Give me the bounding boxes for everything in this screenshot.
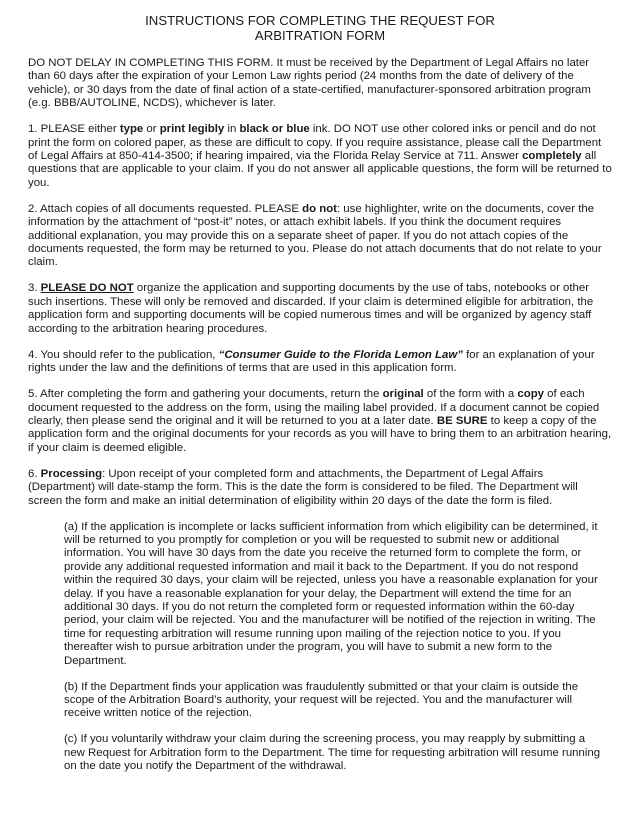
instruction-2 xyxy=(28,203,612,270)
text-run: all questions that are applicable to your claim. If you do not answer all applicable questions, the form will be returned to you. xyxy=(28,150,612,189)
instruction-6b: (b) If the Department finds your application was fraudulently submitted or that your claim is outside the scope of the Arbitration Board’s authority, your request will be rejected. You and the manufacturer will receive written notice of the rejection. xyxy=(64,680,579,720)
instruction-6a: (a) If the application is incomplete or lacks sufficient information from which eligibility can be determined, it will be returned to you promptly for completion or you will be requested to submit new or additional information. You will have 30 days from the date you receive the returned form to complete the form, or provide any additional requested information and mail it back to the Department. If you do not respond within the required 30 days, your claim will be rejected, unless you have a reasonable explanation for your delay. If you have a reasonable explanation for your delay, the Department will extend the time for an additional 30 days. If you do not return the completed form or requested information within the 60-day period, your claim will be rejected. You and the manufacturer will be notified of the rejection in writing. The time for requesting arbitration will resume running upon mailing of the rejection notice to you. If you thereafter wish to pursue arbitration under the program, you will have to submit a new form to the Department. xyxy=(64,520,598,667)
text-run-bold: black or blue xyxy=(239,123,310,136)
text-run: 5. After completing the form and gathering your documents, return the xyxy=(28,388,383,401)
title-line-1: INSTRUCTIONS FOR COMPLETING THE REQUEST FOR xyxy=(145,13,495,28)
text-run-bold: completely xyxy=(522,150,582,163)
text-run: : use highlighter, write on the documents, cover the information by the attachment of “post-it” notes, or attach exhibit labels. If you think the document requires additional explanation, you may provide this on a separate sheet of paper. If you do not attach copies of the documents requested, the form may be returned to you. Please do not attach documents that do not relate to your claim. xyxy=(28,202,602,269)
text-run: : Upon receipt of your completed form and attachments, the Department of Legal Affairs (Department) will date-stamp the form. This is the date the form is considered to be filed. The Department will screen the form and make an initial determination of eligibility within 20 days of the date the form is filed. xyxy=(28,467,578,507)
text-run-bold: print legibly xyxy=(159,123,225,136)
text-run-bold: copy xyxy=(517,388,545,401)
instruction-6c: (c) If you voluntarily withdraw your claim during the screening process, you may reapply by submitting a new Request for Arbitration form to the Department. The time for requesting arbitration will resume running on the date you notify the Department of the withdrawal. xyxy=(64,733,601,773)
title-line-2: ARBITRATION FORM xyxy=(254,28,386,43)
publication-title: “Consumer Guide to the Florida Lemon Law” xyxy=(218,348,463,361)
text-run: for an explanation of your rights under the law and the definitions of terms that are used in this application form. xyxy=(28,348,595,375)
text-run: ink. DO NOT use other colored inks or pencil and do not print the form on colored paper, as these are difficult to copy. If you require assistance, please call the Department of Legal Affairs at 850-414-3500; if hearing impaired, via the Florida Relay Service at 711. Answer xyxy=(28,123,602,163)
text-run-bold: BE SURE xyxy=(436,414,488,427)
text-run: 2. Attach copies of all documents requested. PLEASE xyxy=(28,202,303,215)
text-run-bold: type xyxy=(119,123,144,136)
text-run-bold-underline: PLEASE DO NOT xyxy=(40,282,134,295)
text-run-bold: Processing xyxy=(40,467,103,480)
text-run: organize the application and supporting documents by the use of tabs, notebooks or other such insertions. These will only be removed and discarded. If your claim is determined eligible for arbitration, the application form and supporting documents will be copied numerous times and will be organized by agency staff according to the arbitration hearing procedures. xyxy=(28,282,594,335)
text-run: of each document requested to the address on the form, using the mailing label provided. If a document cannot be copied clearly, then please send the original and it will be returned to you at a later date. xyxy=(28,388,600,427)
text-run-bold: original xyxy=(382,388,424,401)
text-run: to keep a copy of the application form and the original documents for your records as you will have to bring them to an arbitration hearing, if your claim is deemed eligible. xyxy=(28,414,612,454)
text-run: 4. You should refer to the publication, xyxy=(28,348,219,361)
page-title xyxy=(28,13,612,43)
instruction-4 xyxy=(28,349,612,376)
instruction-1 xyxy=(28,123,612,190)
text-run: in xyxy=(224,123,240,136)
instruction-6 xyxy=(28,468,612,508)
text-run: 3. xyxy=(28,282,41,295)
text-run-bold: do not xyxy=(302,202,337,215)
instruction-3 xyxy=(28,282,612,336)
instruction-5 xyxy=(28,388,612,455)
text-run: of the form with a xyxy=(423,388,518,401)
text-run: 1. PLEASE either xyxy=(28,123,120,136)
text-run: or xyxy=(143,123,160,136)
text-run: 6. xyxy=(28,467,41,480)
intro-paragraph: DO NOT DELAY IN COMPLETING THIS FORM. It must be received by the Department of Legal Affairs no later than 60 days after the expiration of your Lemon Law rights period (24 months from the date of delivery of the vehicle), or 30 days from the date of final action of a state-certified, manufacturer-sponsored arbitration program (e.g. BBB/AUTOLINE, NCDS), whichever is later. xyxy=(28,57,591,110)
